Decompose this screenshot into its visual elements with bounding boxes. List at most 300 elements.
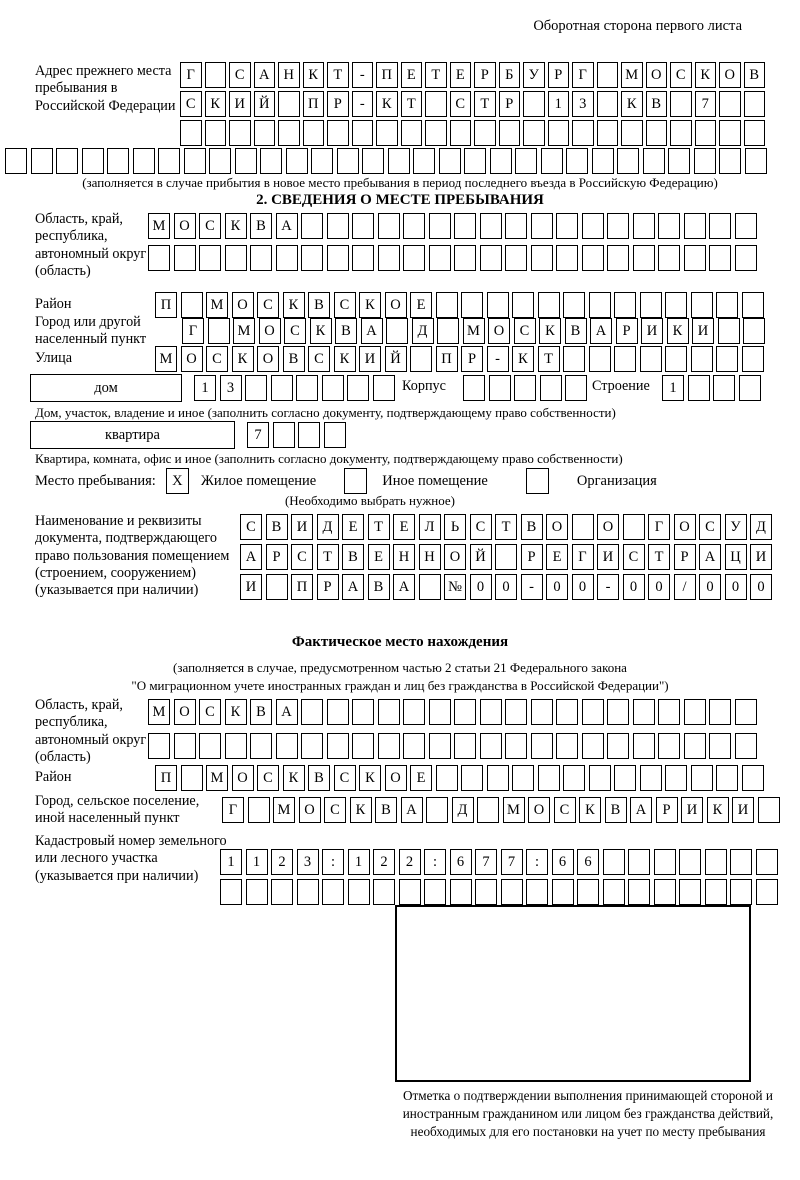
grid-cell[interactable] bbox=[654, 879, 676, 905]
grid-cell[interactable] bbox=[716, 765, 738, 791]
grid-cell[interactable]: Е bbox=[546, 544, 568, 570]
grid-cell[interactable]: О bbox=[174, 699, 196, 725]
grid-cell[interactable]: Г bbox=[648, 514, 670, 540]
grid-cell[interactable] bbox=[352, 245, 374, 271]
grid-cell[interactable]: : bbox=[526, 849, 548, 875]
grid-cell[interactable]: М bbox=[273, 797, 295, 823]
grid-cell[interactable] bbox=[425, 91, 447, 117]
grid-cell[interactable] bbox=[665, 292, 687, 318]
grid-cell[interactable] bbox=[229, 120, 251, 146]
grid-cell[interactable]: О bbox=[257, 346, 279, 372]
grid-cell[interactable] bbox=[174, 733, 196, 759]
grid-cell[interactable] bbox=[563, 346, 585, 372]
grid-cell[interactable] bbox=[208, 318, 230, 344]
grid-cell[interactable]: К bbox=[667, 318, 689, 344]
grid-cell[interactable] bbox=[322, 879, 344, 905]
grid-cell[interactable] bbox=[158, 148, 180, 174]
grid-cell[interactable]: В bbox=[308, 765, 330, 791]
grid-cell[interactable]: 1 bbox=[548, 91, 570, 117]
grid-cell[interactable] bbox=[271, 375, 293, 401]
grid-cell[interactable] bbox=[454, 699, 476, 725]
grid-cell[interactable]: А bbox=[590, 318, 612, 344]
grid-cell[interactable]: 2 bbox=[271, 849, 293, 875]
grid-cell[interactable] bbox=[450, 879, 472, 905]
grid-cell[interactable] bbox=[758, 797, 780, 823]
grid-cell[interactable]: С bbox=[240, 514, 262, 540]
grid-cell[interactable]: С bbox=[199, 213, 221, 239]
grid-cell[interactable]: И bbox=[291, 514, 313, 540]
grid-cell[interactable] bbox=[607, 699, 629, 725]
grid-cell[interactable] bbox=[526, 879, 548, 905]
grid-cell[interactable] bbox=[225, 733, 247, 759]
grid-cell[interactable] bbox=[643, 148, 665, 174]
grid-cell[interactable] bbox=[464, 148, 486, 174]
grid-cell[interactable] bbox=[582, 245, 604, 271]
grid-cell[interactable] bbox=[735, 213, 757, 239]
grid-cell[interactable] bbox=[694, 148, 716, 174]
grid-cell[interactable] bbox=[691, 292, 713, 318]
grid-cell[interactable] bbox=[413, 148, 435, 174]
grid-cell[interactable]: К bbox=[350, 797, 372, 823]
grid-cell[interactable] bbox=[378, 699, 400, 725]
grid-cell[interactable]: Т bbox=[368, 514, 390, 540]
grid-cell[interactable]: С bbox=[334, 765, 356, 791]
grid-cell[interactable] bbox=[718, 318, 740, 344]
grid-cell[interactable] bbox=[684, 733, 706, 759]
grid-cell[interactable]: К bbox=[695, 62, 717, 88]
grid-cell[interactable] bbox=[548, 120, 570, 146]
grid-cell[interactable] bbox=[297, 879, 319, 905]
grid-cell[interactable]: К bbox=[232, 346, 254, 372]
grid-cell[interactable] bbox=[566, 148, 588, 174]
grid-cell[interactable] bbox=[487, 765, 509, 791]
grid-cell[interactable]: Р bbox=[266, 544, 288, 570]
grid-cell[interactable]: И bbox=[692, 318, 714, 344]
grid-cell[interactable] bbox=[205, 62, 227, 88]
grid-cell[interactable]: 1 bbox=[348, 849, 370, 875]
grid-cell[interactable]: А bbox=[342, 574, 364, 600]
grid-cell[interactable] bbox=[614, 292, 636, 318]
grid-cell[interactable]: Р bbox=[656, 797, 678, 823]
grid-cell[interactable] bbox=[276, 733, 298, 759]
grid-cell[interactable] bbox=[475, 879, 497, 905]
grid-cell[interactable] bbox=[556, 699, 578, 725]
grid-cell[interactable] bbox=[352, 213, 374, 239]
grid-cell[interactable]: Е bbox=[342, 514, 364, 540]
grid-cell[interactable]: В bbox=[605, 797, 627, 823]
grid-cell[interactable] bbox=[684, 245, 706, 271]
grid-cell[interactable]: К bbox=[539, 318, 561, 344]
grid-cell[interactable]: Р bbox=[674, 544, 696, 570]
grid-cell[interactable]: К bbox=[283, 765, 305, 791]
grid-cell[interactable]: О bbox=[528, 797, 550, 823]
grid-cell[interactable] bbox=[352, 733, 374, 759]
grid-cell[interactable] bbox=[670, 120, 692, 146]
grid-cell[interactable]: К bbox=[707, 797, 729, 823]
grid-cell[interactable]: 0 bbox=[546, 574, 568, 600]
grid-cell[interactable] bbox=[480, 213, 502, 239]
grid-cell[interactable]: В bbox=[335, 318, 357, 344]
grid-cell[interactable] bbox=[633, 245, 655, 271]
grid-cell[interactable]: К bbox=[579, 797, 601, 823]
grid-cell[interactable] bbox=[597, 62, 619, 88]
grid-cell[interactable] bbox=[538, 765, 560, 791]
grid-cell[interactable] bbox=[82, 148, 104, 174]
grid-cell[interactable]: - bbox=[352, 62, 374, 88]
grid-cell[interactable]: О bbox=[546, 514, 568, 540]
grid-cell[interactable] bbox=[461, 765, 483, 791]
grid-cell[interactable]: Т bbox=[317, 544, 339, 570]
grid-cell[interactable] bbox=[582, 699, 604, 725]
grid-cell[interactable]: С bbox=[284, 318, 306, 344]
grid-cell[interactable]: К bbox=[359, 765, 381, 791]
grid-cell[interactable] bbox=[565, 375, 587, 401]
grid-cell[interactable]: К bbox=[512, 346, 534, 372]
grid-cell[interactable] bbox=[454, 733, 476, 759]
grid-cell[interactable] bbox=[709, 733, 731, 759]
grid-cell[interactable]: 7 bbox=[247, 422, 269, 448]
grid-cell[interactable]: О bbox=[719, 62, 741, 88]
grid-cell[interactable] bbox=[429, 699, 451, 725]
grid-cell[interactable] bbox=[5, 148, 27, 174]
grid-cell[interactable] bbox=[709, 213, 731, 239]
grid-cell[interactable]: П bbox=[155, 292, 177, 318]
grid-cell[interactable]: К bbox=[359, 292, 381, 318]
grid-cell[interactable]: Д bbox=[412, 318, 434, 344]
grid-cell[interactable] bbox=[572, 120, 594, 146]
grid-cell[interactable]: 3 bbox=[572, 91, 594, 117]
grid-cell[interactable]: Ь bbox=[444, 514, 466, 540]
grid-cell[interactable]: В bbox=[368, 574, 390, 600]
grid-cell[interactable] bbox=[362, 148, 384, 174]
grid-cell[interactable] bbox=[184, 148, 206, 174]
grid-cell[interactable] bbox=[429, 245, 451, 271]
grid-cell[interactable] bbox=[271, 879, 293, 905]
grid-cell[interactable] bbox=[352, 120, 374, 146]
grid-cell[interactable]: К bbox=[225, 699, 247, 725]
grid-cell[interactable] bbox=[695, 120, 717, 146]
grid-cell[interactable] bbox=[505, 245, 527, 271]
grid-cell[interactable]: К bbox=[310, 318, 332, 344]
grid-cell[interactable] bbox=[403, 733, 425, 759]
grid-cell[interactable]: Р bbox=[327, 91, 349, 117]
grid-cell[interactable] bbox=[327, 213, 349, 239]
grid-cell[interactable] bbox=[505, 733, 527, 759]
grid-cell[interactable] bbox=[225, 245, 247, 271]
grid-cell[interactable] bbox=[541, 148, 563, 174]
grid-cell[interactable] bbox=[276, 245, 298, 271]
grid-cell[interactable] bbox=[505, 213, 527, 239]
grid-cell[interactable]: С bbox=[324, 797, 346, 823]
grid-cell[interactable]: К bbox=[283, 292, 305, 318]
grid-cell[interactable] bbox=[589, 292, 611, 318]
grid-cell[interactable] bbox=[133, 148, 155, 174]
grid-cell[interactable]: Й bbox=[385, 346, 407, 372]
grid-cell[interactable] bbox=[556, 213, 578, 239]
grid-cell[interactable] bbox=[742, 292, 764, 318]
grid-cell[interactable] bbox=[614, 346, 636, 372]
grid-cell[interactable]: К bbox=[205, 91, 227, 117]
grid-cell[interactable]: О bbox=[259, 318, 281, 344]
grid-cell[interactable] bbox=[347, 375, 369, 401]
grid-cell[interactable]: Р bbox=[461, 346, 483, 372]
grid-cell[interactable] bbox=[531, 733, 553, 759]
grid-cell[interactable]: О bbox=[174, 213, 196, 239]
grid-cell[interactable]: О bbox=[488, 318, 510, 344]
grid-cell[interactable] bbox=[756, 879, 778, 905]
grid-cell[interactable] bbox=[607, 733, 629, 759]
grid-cell[interactable]: П bbox=[291, 574, 313, 600]
grid-cell[interactable] bbox=[425, 120, 447, 146]
grid-cell[interactable] bbox=[463, 375, 485, 401]
grid-cell[interactable]: Т bbox=[648, 544, 670, 570]
grid-cell[interactable] bbox=[592, 148, 614, 174]
grid-cell[interactable]: 0 bbox=[648, 574, 670, 600]
grid-cell[interactable] bbox=[401, 120, 423, 146]
grid-cell[interactable]: Г bbox=[572, 544, 594, 570]
grid-cell[interactable] bbox=[148, 245, 170, 271]
grid-cell[interactable] bbox=[489, 375, 511, 401]
grid-cell[interactable]: К bbox=[303, 62, 325, 88]
grid-cell[interactable]: М bbox=[155, 346, 177, 372]
grid-cell[interactable] bbox=[301, 245, 323, 271]
grid-cell[interactable]: О bbox=[232, 292, 254, 318]
grid-cell[interactable]: В bbox=[646, 91, 668, 117]
grid-cell[interactable] bbox=[278, 91, 300, 117]
grid-cell[interactable] bbox=[454, 213, 476, 239]
grid-cell[interactable]: - bbox=[521, 574, 543, 600]
grid-cell[interactable] bbox=[373, 879, 395, 905]
grid-cell[interactable] bbox=[322, 375, 344, 401]
grid-cell[interactable] bbox=[658, 699, 680, 725]
grid-cell[interactable]: Р bbox=[548, 62, 570, 88]
grid-cell[interactable]: 6 bbox=[450, 849, 472, 875]
grid-cell[interactable]: Т bbox=[425, 62, 447, 88]
grid-cell[interactable] bbox=[436, 765, 458, 791]
grid-cell[interactable]: С bbox=[670, 62, 692, 88]
grid-cell[interactable] bbox=[148, 733, 170, 759]
grid-cell[interactable]: А bbox=[699, 544, 721, 570]
grid-cell[interactable]: Б bbox=[499, 62, 521, 88]
grid-cell[interactable] bbox=[505, 699, 527, 725]
grid-cell[interactable]: 7 bbox=[501, 849, 523, 875]
grid-cell[interactable] bbox=[174, 245, 196, 271]
grid-cell[interactable] bbox=[646, 120, 668, 146]
grid-cell[interactable]: 0 bbox=[470, 574, 492, 600]
grid-cell[interactable] bbox=[296, 375, 318, 401]
grid-cell[interactable] bbox=[563, 292, 585, 318]
grid-cell[interactable]: И bbox=[359, 346, 381, 372]
grid-cell[interactable] bbox=[286, 148, 308, 174]
grid-cell[interactable] bbox=[386, 318, 408, 344]
grid-cell[interactable] bbox=[716, 292, 738, 318]
grid-cell[interactable] bbox=[679, 879, 701, 905]
grid-cell[interactable] bbox=[480, 699, 502, 725]
grid-cell[interactable]: В bbox=[250, 699, 272, 725]
grid-cell[interactable] bbox=[348, 879, 370, 905]
grid-cell[interactable] bbox=[709, 245, 731, 271]
grid-cell[interactable] bbox=[31, 148, 53, 174]
grid-cell[interactable] bbox=[298, 422, 320, 448]
grid-cell[interactable]: Г bbox=[572, 62, 594, 88]
grid-cell[interactable]: В bbox=[375, 797, 397, 823]
grid-cell[interactable]: И bbox=[750, 544, 772, 570]
grid-cell[interactable] bbox=[691, 346, 713, 372]
grid-cell[interactable]: 0 bbox=[623, 574, 645, 600]
grid-cell[interactable] bbox=[254, 120, 276, 146]
grid-cell[interactable] bbox=[603, 849, 625, 875]
grid-cell[interactable]: Н bbox=[278, 62, 300, 88]
grid-cell[interactable]: С bbox=[180, 91, 202, 117]
grid-cell[interactable] bbox=[684, 213, 706, 239]
grid-cell[interactable] bbox=[311, 148, 333, 174]
grid-cell[interactable] bbox=[56, 148, 78, 174]
grid-cell[interactable] bbox=[628, 879, 650, 905]
grid-cell[interactable]: № bbox=[444, 574, 466, 600]
grid-cell[interactable]: В bbox=[744, 62, 766, 88]
grid-cell[interactable] bbox=[450, 120, 472, 146]
grid-cell[interactable] bbox=[327, 733, 349, 759]
grid-cell[interactable] bbox=[589, 346, 611, 372]
grid-cell[interactable] bbox=[597, 91, 619, 117]
grid-cell[interactable]: 0 bbox=[725, 574, 747, 600]
grid-cell[interactable]: Р bbox=[317, 574, 339, 600]
grid-cell[interactable]: Г bbox=[180, 62, 202, 88]
grid-cell[interactable] bbox=[665, 765, 687, 791]
grid-cell[interactable]: М bbox=[503, 797, 525, 823]
grid-cell[interactable] bbox=[730, 879, 752, 905]
grid-cell[interactable]: Е bbox=[401, 62, 423, 88]
grid-cell[interactable]: 0 bbox=[750, 574, 772, 600]
grid-cell[interactable]: - bbox=[352, 91, 374, 117]
grid-cell[interactable]: В bbox=[283, 346, 305, 372]
grid-cell[interactable]: О bbox=[181, 346, 203, 372]
grid-cell[interactable] bbox=[107, 148, 129, 174]
grid-cell[interactable] bbox=[181, 765, 203, 791]
grid-cell[interactable] bbox=[324, 422, 346, 448]
grid-cell[interactable]: А bbox=[401, 797, 423, 823]
grid-cell[interactable]: П bbox=[155, 765, 177, 791]
grid-cell[interactable] bbox=[582, 213, 604, 239]
grid-cell[interactable] bbox=[744, 120, 766, 146]
grid-cell[interactable] bbox=[719, 148, 741, 174]
grid-cell[interactable]: И bbox=[732, 797, 754, 823]
grid-cell[interactable] bbox=[597, 120, 619, 146]
grid-cell[interactable] bbox=[273, 422, 295, 448]
grid-cell[interactable]: И bbox=[240, 574, 262, 600]
grid-cell[interactable]: 3 bbox=[297, 849, 319, 875]
grid-cell[interactable] bbox=[523, 91, 545, 117]
grid-cell[interactable] bbox=[658, 245, 680, 271]
grid-cell[interactable] bbox=[538, 292, 560, 318]
grid-cell[interactable]: П bbox=[436, 346, 458, 372]
grid-cell[interactable]: О bbox=[597, 514, 619, 540]
grid-cell[interactable]: Г bbox=[222, 797, 244, 823]
grid-cell[interactable]: Д bbox=[750, 514, 772, 540]
grid-cell[interactable] bbox=[713, 375, 735, 401]
grid-cell[interactable] bbox=[745, 148, 767, 174]
grid-cell[interactable] bbox=[235, 148, 257, 174]
grid-cell[interactable] bbox=[716, 346, 738, 372]
grid-cell[interactable]: 7 bbox=[475, 849, 497, 875]
grid-cell[interactable]: А bbox=[630, 797, 652, 823]
grid-cell[interactable]: С bbox=[470, 514, 492, 540]
grid-cell[interactable]: М bbox=[148, 213, 170, 239]
grid-cell[interactable]: : bbox=[424, 849, 446, 875]
grid-cell[interactable] bbox=[487, 292, 509, 318]
grid-cell[interactable]: 6 bbox=[552, 849, 574, 875]
grid-cell[interactable] bbox=[378, 245, 400, 271]
grid-cell[interactable] bbox=[429, 213, 451, 239]
grid-cell[interactable]: К bbox=[376, 91, 398, 117]
grid-cell[interactable] bbox=[220, 879, 242, 905]
grid-cell[interactable]: Д bbox=[452, 797, 474, 823]
grid-cell[interactable]: 1 bbox=[220, 849, 242, 875]
grid-cell[interactable]: А bbox=[254, 62, 276, 88]
grid-cell[interactable]: Р bbox=[474, 62, 496, 88]
grid-cell[interactable]: Г bbox=[182, 318, 204, 344]
grid-cell[interactable]: 7 bbox=[695, 91, 717, 117]
grid-cell[interactable]: Е bbox=[368, 544, 390, 570]
grid-cell[interactable] bbox=[531, 699, 553, 725]
grid-cell[interactable] bbox=[250, 733, 272, 759]
grid-cell[interactable]: В bbox=[342, 544, 364, 570]
grid-cell[interactable]: - bbox=[487, 346, 509, 372]
grid-cell[interactable] bbox=[378, 733, 400, 759]
grid-cell[interactable] bbox=[410, 346, 432, 372]
grid-cell[interactable]: С bbox=[229, 62, 251, 88]
grid-cell[interactable] bbox=[278, 120, 300, 146]
grid-cell[interactable] bbox=[742, 765, 764, 791]
grid-cell[interactable] bbox=[739, 375, 761, 401]
grid-cell[interactable]: О bbox=[299, 797, 321, 823]
grid-cell[interactable] bbox=[515, 148, 537, 174]
grid-cell[interactable]: Р bbox=[616, 318, 638, 344]
grid-cell[interactable]: О bbox=[444, 544, 466, 570]
grid-cell[interactable] bbox=[266, 574, 288, 600]
grid-cell[interactable] bbox=[480, 245, 502, 271]
grid-cell[interactable]: Т bbox=[495, 514, 517, 540]
grid-cell[interactable] bbox=[742, 346, 764, 372]
grid-cell[interactable]: С bbox=[334, 292, 356, 318]
grid-cell[interactable] bbox=[523, 120, 545, 146]
grid-cell[interactable] bbox=[301, 733, 323, 759]
grid-cell[interactable] bbox=[531, 213, 553, 239]
grid-cell[interactable]: М bbox=[148, 699, 170, 725]
grid-cell[interactable] bbox=[607, 245, 629, 271]
grid-cell[interactable] bbox=[454, 245, 476, 271]
grid-cell[interactable] bbox=[512, 765, 534, 791]
grid-cell[interactable] bbox=[628, 849, 650, 875]
grid-cell[interactable]: - bbox=[597, 574, 619, 600]
grid-cell[interactable]: М bbox=[206, 765, 228, 791]
grid-cell[interactable]: 0 bbox=[699, 574, 721, 600]
grid-cell[interactable]: И bbox=[229, 91, 251, 117]
grid-cell[interactable] bbox=[403, 213, 425, 239]
grid-cell[interactable]: Е bbox=[410, 292, 432, 318]
grid-cell[interactable] bbox=[633, 699, 655, 725]
grid-cell[interactable]: В bbox=[250, 213, 272, 239]
grid-cell[interactable] bbox=[327, 245, 349, 271]
grid-cell[interactable]: Е bbox=[410, 765, 432, 791]
grid-cell[interactable] bbox=[403, 699, 425, 725]
grid-cell[interactable]: 1 bbox=[194, 375, 216, 401]
grid-cell[interactable] bbox=[744, 91, 766, 117]
grid-cell[interactable]: 1 bbox=[662, 375, 684, 401]
grid-cell[interactable] bbox=[301, 213, 323, 239]
grid-cell[interactable]: Й bbox=[254, 91, 276, 117]
grid-cell[interactable]: Д bbox=[317, 514, 339, 540]
